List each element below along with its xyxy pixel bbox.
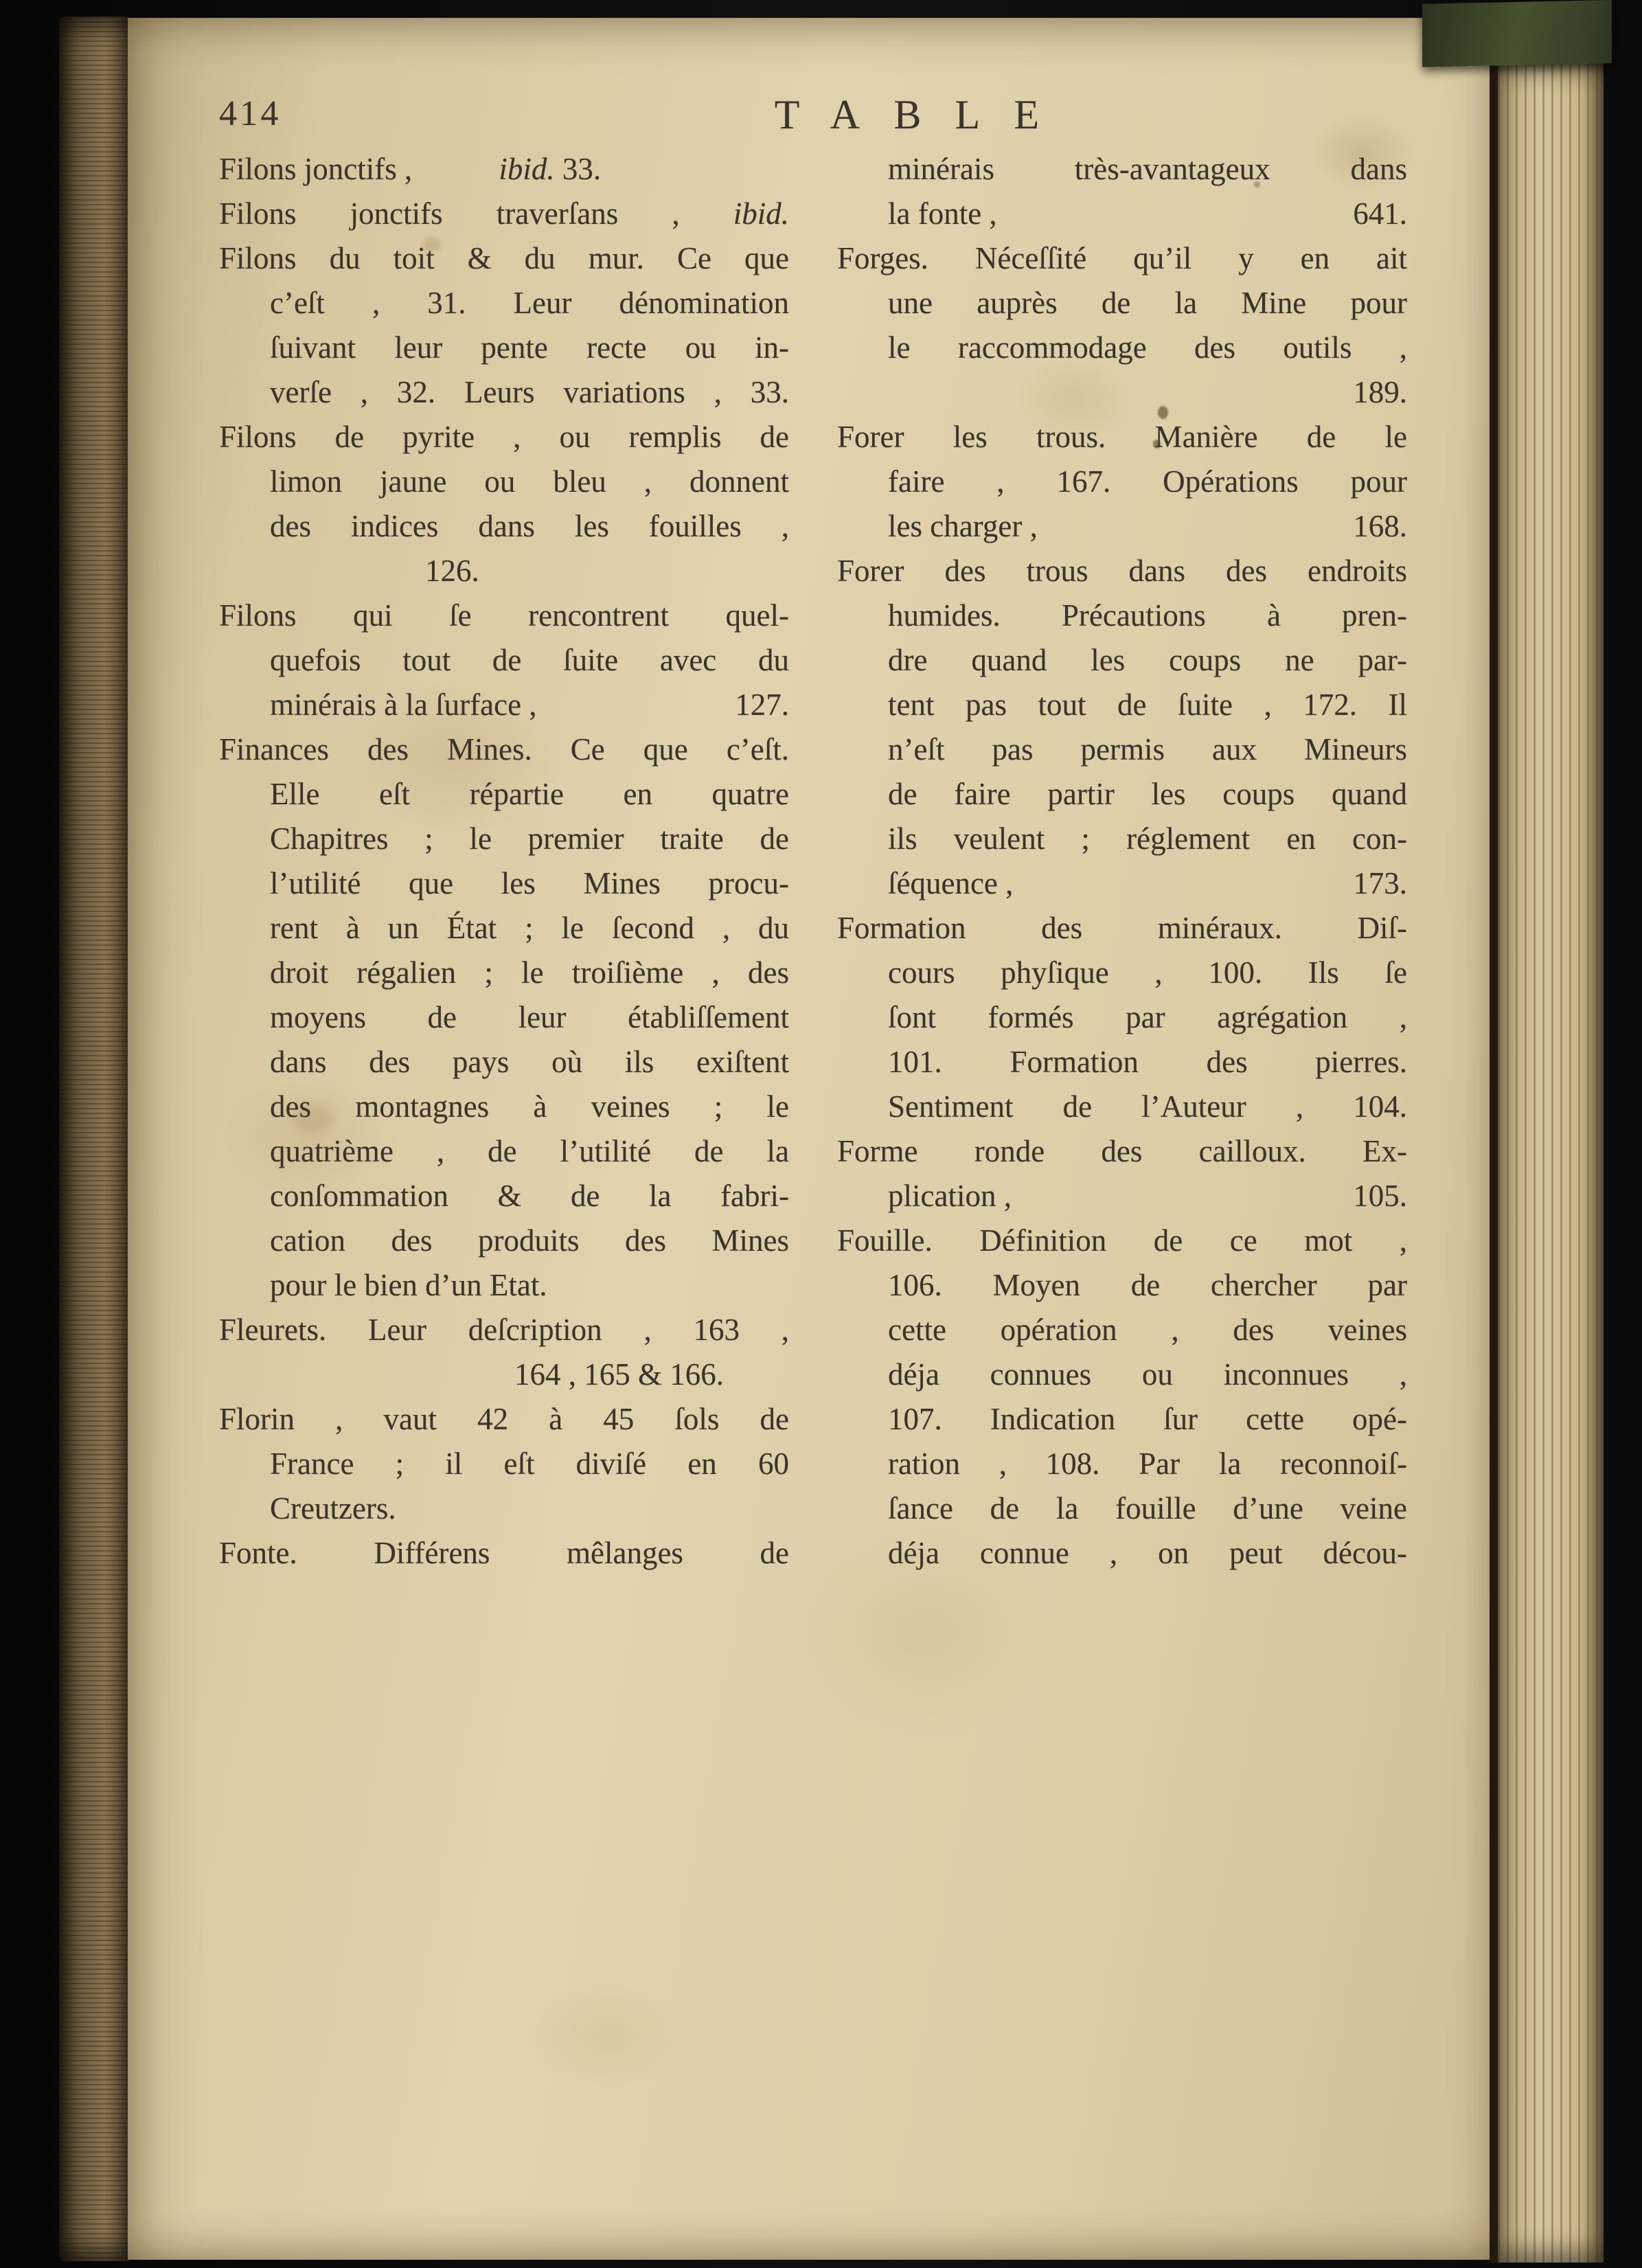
text-line: faire , 167. Opérations pour (888, 464, 1407, 499)
index-entry (837, 1129, 1407, 1218)
text-line: ſance de la fouille d’une veine (888, 1491, 1407, 1526)
text-line: Fonte. Différens mêlanges de (219, 1536, 789, 1570)
index-column-left (219, 147, 789, 1576)
text-line: l’utilité que les Mines procu- (270, 866, 789, 900)
text-line: Fleurets. Leur deſcription , 163 , (219, 1313, 789, 1347)
text-line: Fouille. Définition de ce mot , (837, 1223, 1407, 1258)
index-entry (837, 1218, 1407, 1576)
text-line: droit régalien ; le troiſième , des (270, 955, 789, 990)
index-entry (837, 236, 1407, 415)
entry-text: Filons jonctifs , (219, 152, 413, 186)
text-line: dre quand les coups ne par- (888, 643, 1407, 677)
text-line: 189. (1353, 375, 1407, 409)
index-entry (219, 147, 789, 192)
text-line: Florin , vaut 42 à 45 ſols de (219, 1402, 789, 1436)
text-line: Creutzers. (270, 1491, 396, 1526)
text-line: cours phyſique , 100. Ils ſe (888, 955, 1407, 990)
text-line: conſommation & de la fabri- (270, 1179, 789, 1213)
index-entry (219, 192, 789, 236)
text-line: Elle eſt répartie en quatre (270, 777, 789, 811)
text-line: Filons jonctifs traverſans , ibid. (219, 196, 789, 231)
text-line: une auprès de la Mine pour (888, 286, 1407, 320)
page-reference: 127. (735, 688, 789, 722)
text-line (888, 1174, 1407, 1218)
text-line: Filons du toit & du mur. Ce que (219, 241, 789, 275)
text-line: Filons qui ſe rencontrent quel- (219, 598, 789, 633)
page-number: 414 (219, 94, 282, 133)
text-line: de faire partir les coups quand (888, 777, 1407, 811)
text-line: 164 , 165 & 166. (514, 1357, 724, 1392)
text-line: rent à un État ; le ſecond , du (270, 911, 789, 945)
text-line: pour le bien d’un Etat. (270, 1268, 547, 1302)
text-line: 101. Formation des pierres. (888, 1045, 1407, 1079)
index-entry (219, 1531, 789, 1576)
text-line: Finances des Mines. Ce que c’eſt. (219, 732, 789, 767)
index-entry (219, 1397, 789, 1531)
text-line: le raccommodage des outils , (888, 330, 1407, 365)
text-line: des indices dans les fouilles , (270, 509, 789, 543)
text-line: déja connue , on peut décou- (888, 1536, 1407, 1570)
text-line: cette opération , des veines (888, 1313, 1407, 1347)
text-line: Forer les trous. Manière de le (837, 420, 1407, 454)
index-entry (219, 1308, 789, 1397)
text-line: limon jaune ou bleu , donnent (270, 464, 789, 499)
text-line: minérais très-avantageux dans (888, 152, 1407, 186)
index-column-right (837, 147, 1407, 1576)
text-line: quefois tout de ſuite avec du (270, 643, 789, 677)
text-line: quatrième , de l’utilité de la (270, 1134, 789, 1168)
page-header-row (219, 81, 1407, 137)
entry-text: les charger , (888, 509, 1038, 543)
text-line: ſont formés par agrégation , (888, 1000, 1407, 1034)
text-line: c’eſt , 31. Leur dénomination (270, 286, 789, 320)
text-line: des montagnes à veines ; le (270, 1089, 789, 1124)
text-line: déja connues ou inconnues , (888, 1357, 1407, 1392)
page-reference: ibid. 33. (499, 152, 602, 186)
entry-text: plication , (888, 1179, 1012, 1213)
index-entry (837, 906, 1407, 1129)
text-line (270, 683, 789, 727)
text-line: humides. Précautions à pren- (888, 598, 1407, 633)
text-line: France ; il eſt diviſé en 60 (270, 1447, 789, 1481)
entry-text: ſéquence , (888, 866, 1014, 900)
text-line: Forme ronde des cailloux. Ex- (837, 1134, 1407, 1168)
text-line: ils veulent ; réglement en con- (888, 821, 1407, 856)
text-line: Formation des minéraux. Diſ- (837, 911, 1407, 945)
text-line: Forges. Néceſſité qu’il y en ait (837, 241, 1407, 275)
text-line: 106. Moyen de chercher par (888, 1268, 1407, 1302)
page-reference: 168. (1353, 509, 1407, 543)
text-line: 126. (425, 554, 479, 588)
text-line: dans des pays où ils exiſtent (270, 1045, 789, 1079)
index-columns (219, 147, 1407, 1576)
index-entry (837, 549, 1407, 906)
running-title: TABLE (774, 92, 1073, 137)
text-line: moyens de leur établiſſement (270, 1000, 789, 1034)
text-line: Sentiment de l’Auteur , 104. (888, 1089, 1407, 1124)
index-entry (219, 727, 789, 1308)
text-line (888, 861, 1407, 906)
page-reference: 641. (1353, 196, 1407, 231)
index-entry (219, 593, 789, 727)
index-entry (219, 415, 789, 593)
text-line: verſe , 32. Leurs variations , 33. (270, 375, 789, 409)
text-line: Chapitres ; le premier traite de (270, 821, 789, 856)
book-page (128, 18, 1498, 2260)
index-entry (837, 147, 1407, 236)
text-line: tent pas tout de ſuite , 172. Il (888, 688, 1407, 722)
book-cover-corner (1422, 0, 1612, 67)
text-line: Forer des trous dans des endroits (837, 554, 1407, 588)
entry-text: minérais à la ſurface , (270, 688, 537, 722)
text-line: 107. Indication ſur cette opé- (888, 1402, 1407, 1436)
page-edges (1490, 60, 1604, 2263)
entry-text: la fonte , (888, 196, 997, 231)
printed-text-block (219, 81, 1407, 1576)
page-reference: 105. (1353, 1179, 1407, 1213)
text-line (888, 504, 1407, 549)
page-reference: 173. (1353, 866, 1407, 900)
index-entry (837, 415, 1407, 549)
text-line: n’eſt pas permis aux Mineurs (888, 732, 1407, 767)
text-line (888, 192, 1407, 236)
text-line: Filons de pyrite , ou remplis de (219, 420, 789, 454)
book-fore-edge (59, 16, 129, 2261)
text-line: cation des produits des Mines (270, 1223, 789, 1258)
text-line: ration , 108. Par la reconnoiſ- (888, 1447, 1407, 1481)
text-line (219, 147, 789, 192)
text-line: ſuivant leur pente recte ou in- (270, 330, 789, 365)
index-entry (219, 236, 789, 415)
